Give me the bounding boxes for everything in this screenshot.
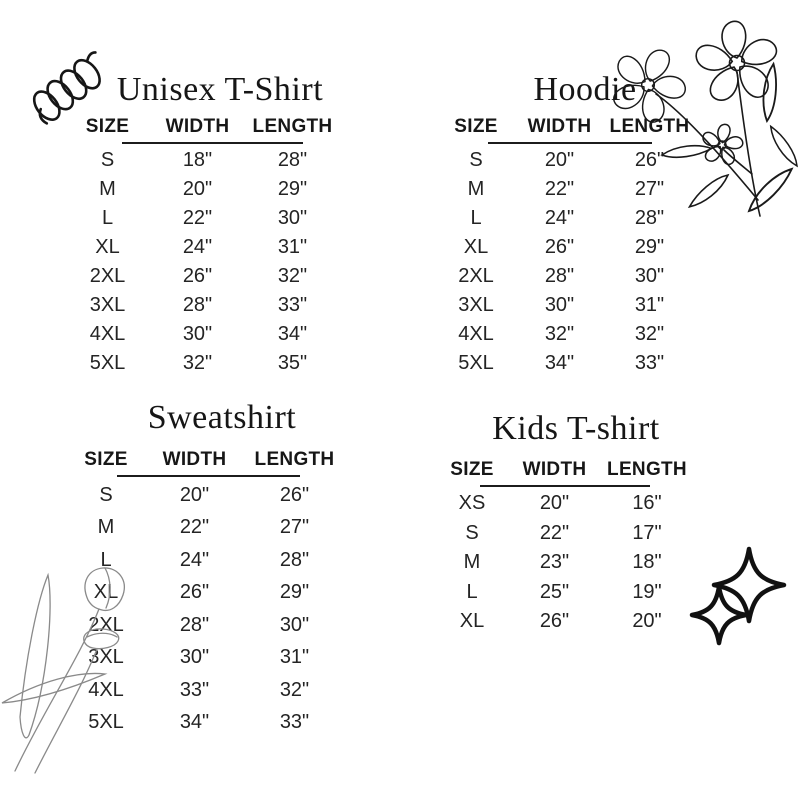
table-body [437,489,692,637]
width-cell: 23" [539,551,570,574]
width-cell: 20" [182,178,213,200]
size-cell: XL [459,610,485,633]
header-length: LENGTH [607,459,687,480]
table-body [440,146,692,378]
length-cell: 34" [277,323,308,345]
table-row [440,349,692,378]
length-cell: 27" [279,516,310,539]
header-width: WIDTH [165,116,230,137]
table-row [70,577,342,610]
header-divider [488,142,652,144]
table-body [70,479,342,739]
hoodie-title: Hoodie [533,71,637,108]
length-cell: 18" [632,551,662,574]
size-cell: XS [458,492,486,515]
width-cell: 26" [179,581,210,604]
table-row [70,204,335,233]
size-cell: 2XL [458,265,494,287]
table-header-row [440,112,692,142]
table-row [70,291,335,320]
length-cell: 26" [634,149,665,171]
size-cell: S [465,521,479,544]
size-cell: S [99,483,113,506]
width-cell: 26" [544,236,575,258]
size-cell: 4XL [89,323,126,345]
table-row [70,175,335,204]
size-cell: XL [95,236,120,258]
table-row [440,204,692,233]
width-cell: 32" [544,323,575,345]
table-row [70,642,342,675]
size-cell: XL [463,236,489,258]
unisex-tshirt-title: Unisex T-Shirt [116,71,324,108]
size-cell: 4XL [88,678,124,701]
table-row [70,349,335,378]
width-cell: 20" [179,483,210,506]
header-divider [117,475,300,477]
header-length: LENGTH [252,116,333,137]
size-cell: S [469,149,483,171]
table-row [70,146,335,175]
width-cell: 33" [179,678,210,701]
table-row [70,674,342,707]
width-cell: 30" [179,646,210,669]
size-cell: 2XL [88,613,124,636]
width-cell: 22" [182,207,213,229]
width-cell: 32" [182,352,213,374]
header-length: LENGTH [609,116,690,137]
size-cell: L [100,548,112,571]
size-cell: L [470,207,482,229]
width-cell: 30" [182,323,213,345]
size-cell: 5XL [458,352,494,374]
size-cell: 3XL [458,294,494,316]
header-size: SIZE [85,116,130,137]
width-cell: 28" [544,265,575,287]
table-row [440,320,692,349]
size-cell: M [97,516,115,539]
width-cell: 34" [179,711,210,734]
size-cell: M [99,178,116,200]
width-cell: 28" [182,294,213,316]
length-cell: 29" [277,178,308,200]
length-cell: 19" [632,580,662,603]
hoodie-table [440,112,692,378]
width-cell: 25" [539,580,570,603]
sparkles-doodle-icon [688,540,798,652]
length-cell: 30" [634,265,665,287]
length-cell: 31" [634,294,665,316]
table-row [437,607,692,637]
size-cell: L [466,580,478,603]
header-length: LENGTH [254,449,335,470]
kids-tshirt-table [437,455,692,637]
table-row [70,609,342,642]
header-size: SIZE [454,116,498,137]
table-header-row [70,445,342,475]
length-cell: 28" [277,149,308,171]
table-row [70,320,335,349]
width-cell: 22" [179,516,210,539]
width-cell: 28" [179,613,210,636]
table-row [70,544,342,577]
header-width: WIDTH [522,459,587,480]
table-row [70,707,342,740]
length-cell: 27" [634,178,665,200]
header-size: SIZE [450,459,494,480]
length-cell: 26" [279,483,310,506]
kids-tshirt-title: Kids T-shirt [492,410,660,447]
table-header-row [437,455,692,485]
width-cell: 24" [179,548,210,571]
table-row [440,262,692,291]
length-cell: 33" [279,711,310,734]
table-row [440,175,692,204]
unisex-tshirt-table [70,112,335,378]
length-cell: 20" [632,610,662,633]
sweatshirt-title: Sweatshirt [147,399,297,436]
header-width: WIDTH [162,449,227,470]
table-row [440,291,692,320]
width-cell: 24" [182,236,213,258]
size-cell: L [101,207,114,229]
table-header-row [70,112,335,142]
length-cell: 17" [632,521,662,544]
table-row [437,548,692,578]
length-cell: 33" [277,294,308,316]
header-divider [480,485,650,487]
width-cell: 26" [182,265,213,287]
size-cell: M [463,551,481,574]
header-divider [122,142,303,144]
length-cell: 28" [634,207,665,229]
length-cell: 29" [634,236,665,258]
width-cell: 22" [539,521,570,544]
width-cell: 20" [544,149,575,171]
size-cell: 5XL [88,711,124,734]
table-row [440,146,692,175]
length-cell: 31" [277,236,308,258]
width-cell: 22" [544,178,575,200]
length-cell: 30" [277,207,308,229]
length-cell: 35" [277,352,308,374]
length-cell: 29" [279,581,310,604]
length-cell: 16" [632,492,662,515]
size-cell: 2XL [89,265,126,287]
size-cell: S [100,149,115,171]
size-cell: 4XL [458,323,494,345]
length-cell: 32" [634,323,665,345]
table-row [70,262,335,291]
width-cell: 20" [539,492,570,515]
length-cell: 28" [279,548,310,571]
table-body [70,146,335,378]
table-row [70,479,342,512]
width-cell: 34" [544,352,575,374]
length-cell: 31" [279,646,310,669]
size-cell: XL [93,581,119,604]
header-size: SIZE [84,449,128,470]
table-row [437,489,692,519]
table-row [437,578,692,608]
size-cell: M [467,178,485,200]
size-cell: 5XL [89,352,126,374]
length-cell: 32" [279,678,310,701]
length-cell: 32" [277,265,308,287]
table-row [437,519,692,549]
width-cell: 30" [544,294,575,316]
width-cell: 24" [544,207,575,229]
table-row [440,233,692,262]
size-cell: 3XL [88,646,124,669]
sweatshirt-table [70,445,342,739]
table-row [70,233,335,262]
length-cell: 30" [279,613,310,636]
table-row [70,512,342,545]
size-cell: 3XL [89,294,126,316]
length-cell: 33" [634,352,665,374]
width-cell: 26" [539,610,570,633]
header-width: WIDTH [527,116,592,137]
width-cell: 18" [182,149,213,171]
